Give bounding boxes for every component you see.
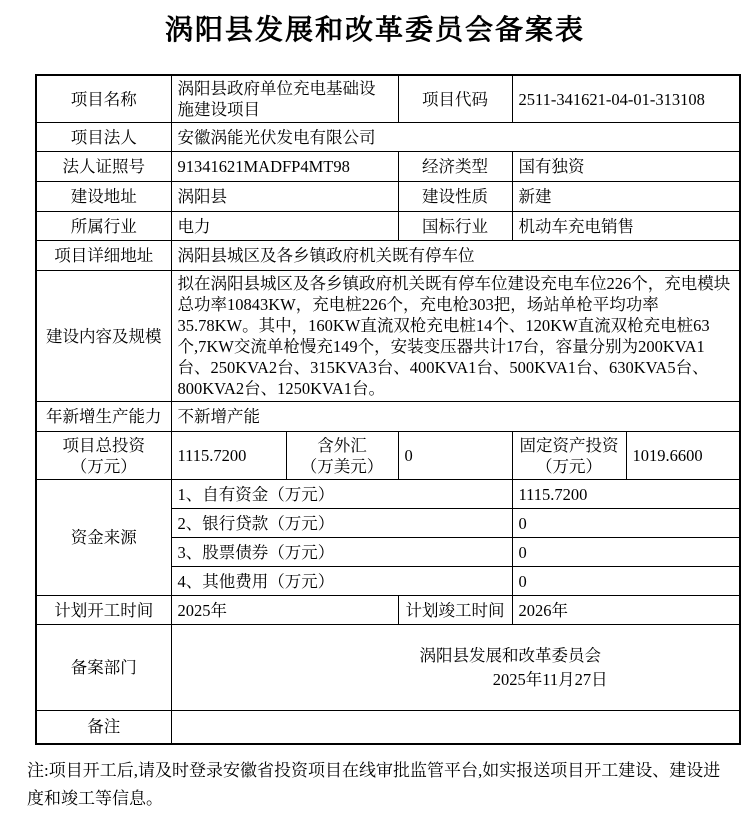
row-schedule <box>36 596 740 625</box>
new-capacity-label: 年新增生产能力 <box>36 402 171 432</box>
legal-person-label: 项目法人 <box>36 123 171 152</box>
row-legal-person <box>36 123 740 152</box>
row-filing-dept <box>36 625 740 711</box>
row-scale <box>36 271 740 402</box>
end-time-label: 计划竣工时间 <box>398 596 512 625</box>
footer-note: 注:项目开工后,请及时登录安徽省投资项目在线审批监管平台,如实报送项目开工建设、建设进度和竣工等信息。 <box>27 760 721 808</box>
total-investment-label-line1: 项目总投资 <box>62 435 145 455</box>
build-nature-value: 新建 <box>512 182 740 212</box>
filing-table <box>35 74 741 745</box>
row-remarks <box>36 711 740 744</box>
fixed-assets-label-line2: （万元） <box>536 456 602 476</box>
funding-item-value: 0 <box>512 538 740 567</box>
row-project-name <box>36 75 740 123</box>
detail-address-label: 项目详细地址 <box>36 241 171 271</box>
remarks-label: 备注 <box>36 711 171 744</box>
filing-dept-label: 备案部门 <box>36 625 171 711</box>
funding-item-name: 4、其他费用（万元） <box>171 567 512 596</box>
start-time-value: 2025年 <box>171 596 398 625</box>
license-value: 91341621MADFP4MT98 <box>171 152 398 182</box>
project-name-label: 项目名称 <box>36 75 171 123</box>
funding-item-value: 1115.7200 <box>512 480 740 509</box>
foreign-exchange-label <box>286 432 398 480</box>
total-investment-value: 1115.7200 <box>171 432 286 480</box>
new-capacity-value: 不新增产能 <box>171 402 740 432</box>
economic-type-value: 国有独资 <box>512 152 740 182</box>
filing-dept-value <box>171 625 740 711</box>
project-code-value: 2511-341621-04-01-313108 <box>512 75 740 123</box>
total-investment-label <box>36 432 171 480</box>
funding-item-value: 0 <box>512 509 740 538</box>
build-address-label: 建设地址 <box>36 182 171 212</box>
foreign-exchange-label-line1: 含外汇 <box>317 435 367 455</box>
row-new-capacity <box>36 402 740 432</box>
fixed-assets-label <box>512 432 626 480</box>
economic-type-label: 经济类型 <box>398 152 512 182</box>
filing-dept-date: 2025年11月27日 <box>492 669 608 689</box>
row-industry <box>36 212 740 241</box>
industry-value: 电力 <box>171 212 398 241</box>
foreign-exchange-label-line2: （万美元） <box>300 456 384 476</box>
license-label: 法人证照号 <box>36 152 171 182</box>
legal-person-value: 安徽涡能光伏发电有限公司 <box>171 123 740 152</box>
total-investment-label-line2: （万元） <box>70 456 137 476</box>
row-investment <box>36 432 740 480</box>
funding-item-name: 3、股票债券（万元） <box>171 538 512 567</box>
scale-value: 拟在涡阳县城区及各乡镇政府机关既有停车位建设充电车位226个，充电模块总功率10843KW，充电桩226个，充电枪303把，场站单枪平均功率35.78KW。其中，160KW直流双枪充电桩14个、120KW直流双枪充电桩63个,7KW交流单枪慢充149个，安装变压器共计17台，容量分别为200KVA1台、250KVA2台、315KVA3台、400KVA1台、500KVA1台、630KVA5台、800KVA2台、1250KVA1台。 <box>171 271 740 402</box>
funding-item-name: 1、自有资金（万元） <box>171 480 512 509</box>
funding-item-name: 2、银行贷款（万元） <box>171 509 512 538</box>
page-title: 涡阳县发展和改革委员会备案表 <box>164 15 585 46</box>
fixed-assets-value: 1019.6600 <box>626 432 740 480</box>
national-industry-value: 机动车充电销售 <box>512 212 740 241</box>
row-build-address <box>36 182 740 212</box>
build-nature-label: 建设性质 <box>398 182 512 212</box>
industry-label: 所属行业 <box>36 212 171 241</box>
project-name-value: 涡阳县政府单位充电基础设施建设项目 <box>171 75 398 123</box>
fixed-assets-label-line1: 固定资产投资 <box>519 435 619 455</box>
start-time-label: 计划开工时间 <box>36 596 171 625</box>
build-address-value: 涡阳县 <box>171 182 398 212</box>
row-license <box>36 152 740 182</box>
foreign-exchange-value: 0 <box>398 432 512 480</box>
end-time-value: 2026年 <box>512 596 740 625</box>
project-code-label: 项目代码 <box>398 75 512 123</box>
filing-dept-org: 涡阳县发展和改革委员会 <box>419 645 601 665</box>
detail-address-value: 涡阳县城区及各乡镇政府机关既有停车位 <box>171 241 740 271</box>
row-funding-1 <box>36 480 740 509</box>
funding-item-value: 0 <box>512 567 740 596</box>
row-detail-address <box>36 241 740 271</box>
national-industry-label: 国标行业 <box>398 212 512 241</box>
scale-label: 建设内容及规模 <box>36 271 171 402</box>
remarks-value <box>171 711 740 744</box>
funding-label: 资金来源 <box>36 480 171 596</box>
